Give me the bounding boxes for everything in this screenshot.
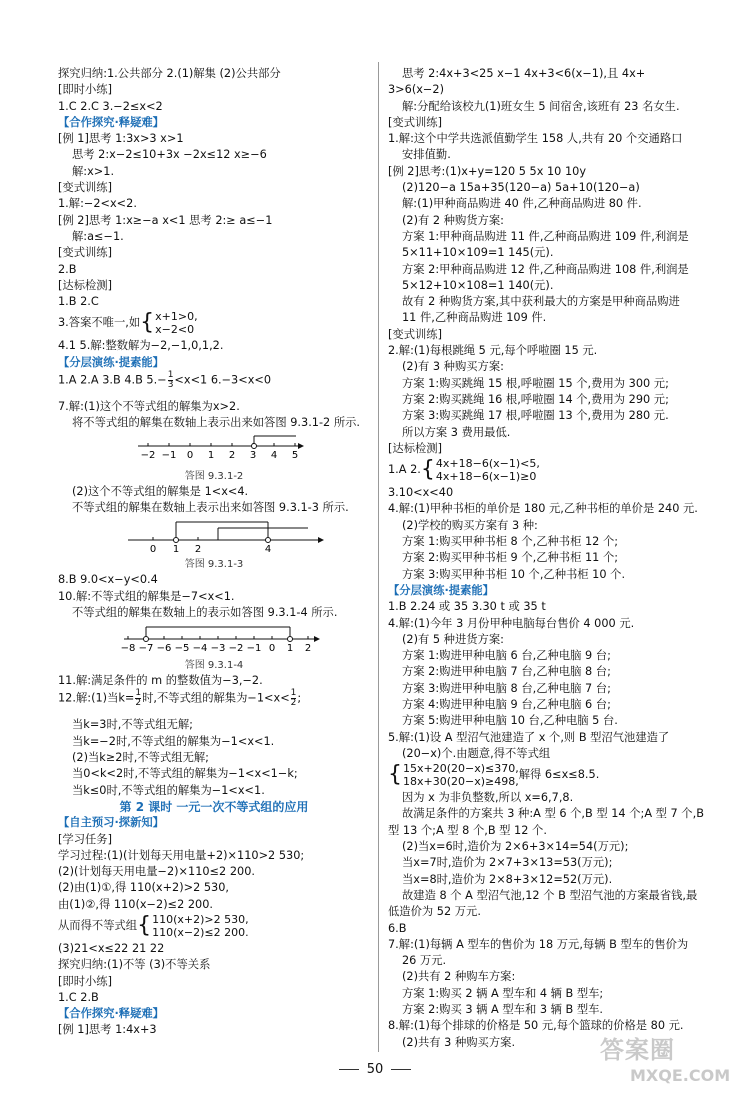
numerator: 1 [290,688,297,699]
inequality-system-line [388,457,708,485]
text-line: 安排值勤. [402,148,451,162]
text-line: 方案 4:购进甲种电脑 9 台,乙种电脑 6 台; [402,697,611,711]
tick-label: 0 [186,449,194,461]
tick-label: −1 [161,449,177,461]
watermark-logo: 答案圈 [600,1036,675,1064]
number-line-figure [58,621,370,659]
text-line: 学习过程:(1)(计划每天用电量+2)×110>2 530; [58,848,305,862]
text-line: 6.B [388,921,407,935]
text-line: (2)这个不等式组的解集是 1<x<4. [72,484,249,498]
stacked-equations [436,457,540,483]
tick-label: 1 [207,449,215,461]
text-line: 方案 2:购买 3 辆 A 型车和 3 辆 B 型车. [402,1003,604,1017]
section-heading: 【合作探究·释疑难】 [58,115,164,129]
tick-label: 2 [304,643,312,655]
number-line-3 [58,621,370,659]
brace-icon: { [420,457,435,483]
text-line: (2)有 3 种购买方案: [402,360,504,374]
text-line: 方案 1:购买跳绳 15 根,呼啦圈 15 个,费用为 300 元; [402,376,669,390]
text-line: 所以方案 3 费用最低. [402,425,511,439]
text-span: 解得 6≤x≤8.5. [518,768,600,782]
text-line: 方案 1:购买 2 辆 A 型车和 4 辆 B 型车; [402,986,604,1000]
text-line: 当x=7时,造价为 2×7+3×13=53(万元); [402,856,613,870]
text-line: 解:a≤−1. [72,229,124,243]
equation: 15x+20(20−x)≤370, [403,762,519,776]
text-line: [变式训练] [58,246,113,260]
text-span: <x<1 6.−3<x<0 [174,373,272,387]
equation: 4x+18−6(x−1)≥0 [435,470,537,484]
text-line: 当k=−2时,不等式组的解集为−1<x<1. [72,734,275,748]
text-line: 方案 1:甲种商品购进 11 件,乙种商品购进 109 件,利润是 [402,229,689,243]
text-line: [学习任务] [58,832,113,846]
text-line: 8.解:(1)每个排球的价格是 50 元,每个篮球的价格是 80 元. [388,1019,684,1033]
figure-caption: 答图 9.3.1-4 [184,660,244,672]
text-line: 方案 2:购买跳绳 16 根,呼啦圈 14 个,费用为 290 元; [402,392,669,406]
equation: 4x+18−6(x−1)<5, [435,457,540,471]
text-line: 方案 2:购进甲种电脑 7 台,乙种电脑 8 台; [402,665,611,679]
inequality-system-line [388,762,708,790]
text-line: [例 2]思考 1:x≥−a x<1 思考 2:≥ a≤−1 [58,213,273,227]
text-line: 故满足条件的方案共 3 种:A 型 6 个,B 型 14 个;A 型 7 个,B [402,807,704,821]
text-line: [变式训练] [388,327,443,341]
text-line: 解:(1)甲种商品购进 40 件,乙种商品购进 80 件. [402,197,642,211]
tick-label: −6 [156,643,172,655]
denominator: 3 [167,380,174,391]
text-line: 当k=3时,不等式组无解; [72,718,193,732]
text-span: 12.解:(1)当k= [58,691,135,705]
text-line: (2)共有 3 种购买方案. [402,1035,516,1049]
fraction [291,689,297,708]
text-span: 时,不等式组的解集为−1<x< [142,691,290,705]
text-line: 方案 2:购买甲种书柜 9 个,乙种书柜 11 个; [402,551,619,565]
denominator: 2 [135,698,142,709]
figure-caption: 答图 9.3.1-2 [184,470,244,482]
text-line: 4.解:(1)今年 3 月份甲种电脑每台售价 4 000 元. [388,616,635,630]
text-line: 1.解:−2<x<2. [58,197,137,211]
text-line: 因为 x 为非负整数,所以 x=6,7,8. [402,791,574,805]
text-line: 思考 2:4x+3<25 x−1 4x+3<6(x−1),且 4x+ [402,67,646,80]
tick-label: 0 [149,544,157,556]
text-line: 方案 3:购进甲种电脑 8 台,乙种电脑 7 台; [402,681,611,695]
text-line: (2)当x=6时,造价为 2×6+3×14=54(万元); [402,840,629,854]
text-line: (2)120−a 15a+35(120−a) 5a+10(120−a) [402,181,640,195]
fraction [135,689,141,708]
text-span: 1.A 2. [388,463,421,477]
dash-icon [391,1069,411,1070]
text-line: 4.1 5.解:整数解为−2,−1,0,1,2. [58,339,224,353]
tick-label: −2 [140,449,156,461]
text-line: 5.解:(1)设 A 型沼气池建造了 x 个,则 B 型沼气池建造了 [388,730,670,744]
fraction [168,371,174,390]
text-line: [即时小练] [58,83,113,97]
text-span: 3.答案不唯一,如 [58,316,141,330]
text-line: 1.B 2.24 或 35 3.30 t 或 35 t [388,600,546,614]
text-line: 5×11+10×109=1 145(元). [402,246,554,260]
text-line: 26 万元. [402,954,447,968]
text-line: 10.解:不等式组的解集是−7<x<1. [58,589,235,603]
column-divider [378,62,379,1052]
brace-icon: { [140,310,155,336]
number-line-figure [58,432,370,470]
numerator: 1 [167,370,174,381]
tick-label: −5 [174,643,190,655]
text-line: [即时小练] [58,974,113,988]
text-line: [例 1]思考 1:4x+3 [58,1023,157,1037]
number-line-2 [58,516,370,558]
text-line: 方案 3:购买跳绳 17 根,呼啦圈 13 个,费用为 280 元. [402,409,669,423]
text-line: (3)21<x≤22 21 22 [58,941,165,955]
text-line: 型 13 个;A 型 8 个,B 型 12 个. [388,823,547,837]
text-line: (2)有 2 种购货方案: [402,213,504,227]
text-line: 3>6(x−2) [388,83,444,97]
stacked-equations [155,310,197,336]
text-line: [变式训练] [58,181,113,195]
text-line: 故建造 8 个 A 型沼气池,12 个 B 型沼气池的方案最省钱,最 [402,888,698,902]
text-line: [变式训练] [388,115,443,129]
text-line: 方案 1:购买甲种书柜 8 个,乙种书柜 12 个; [402,535,619,549]
text-line: (2)有 5 种进货方案: [402,632,504,646]
stacked-equations [152,913,249,939]
tick-label: −2 [228,643,244,655]
text-line: 当0<k<2时,不等式组的解集为−1<x<1−k; [72,767,298,781]
tick-label: 2 [194,544,202,556]
tick-label: −3 [210,643,226,655]
text-span: 1.A 2.A 3.B 4.B 5.− [58,373,167,387]
text-line: [达标检测] [58,278,113,292]
text-line: (2)(计划每天用电量−2)×110≤2 200. [58,865,255,879]
tick-label: −8 [120,643,136,655]
text-line: [达标检测] [388,441,443,455]
brace-icon: { [388,762,402,788]
text-line: 4.解:(1)甲种书柜的单价是 180 元,乙种书柜的单价是 240 元. [388,502,698,516]
right-column [388,66,708,1051]
text-line: [例 1]思考 1:3x>3 x>1 [58,132,184,146]
section-heading: 【分层演练·提素能】 [388,583,494,597]
denominator: 2 [290,698,297,709]
text-line: 不等式组的解集在数轴上表示出来如答图 9.3.1-3 所示. [72,500,349,514]
text-line: 探究归纳:(1)不等 (3)不等关系 [58,958,211,972]
text-line: 当x=8时,造价为 2×8+3×12=52(万元). [402,872,613,886]
text-line: 11 件,乙种商品购进 109 件. [402,311,547,325]
section-heading: 【自主预习·探新知】 [58,816,164,830]
number-line-1 [58,432,370,470]
lesson-title: 第 2 课时 一元一次不等式组的应用 [119,799,309,814]
section-heading: 【合作探究·释疑难】 [58,1007,164,1021]
text-span: 从而得不等式组 [58,918,138,932]
text-line: (2)当k≥2时,不等式组无解; [72,751,209,765]
page-number-text: 50 [366,1062,384,1077]
text-line: 12.解:(1)当k= $\frac{1}{2}$ 时,不等式组的解集为−1<x< $\frac{1}{2}$ ; [58,688,302,709]
tick-label: −1 [246,643,262,655]
stacked-equations [403,762,519,788]
number-line-figure [58,516,370,558]
text-line: (2)由(1)①,得 110(x+2)>2 530, [58,881,230,895]
text-line: 解:x>1. [72,164,115,178]
text-line: 思考 2:x−2≤10+3x −2x≤12 x≥−6 [72,148,267,162]
text-line: (2)学校的购买方案有 3 种: [402,518,538,532]
dash-icon [339,1069,359,1070]
tick-label: 5 [291,449,299,461]
brace-icon: { [137,912,152,938]
tick-label: 0 [268,643,276,655]
text-line: 1.B 2.C [58,295,99,309]
text-line: 1.C 2.B [58,990,99,1004]
text-line: 2.B [58,262,77,276]
text-line: 探究归纳:1.公共部分 2.(1)解集 (2)公共部分 [58,67,281,80]
text-line: [例 2]思考:(1)x+y=120 5 5x 10 10y [388,164,587,178]
text-line: 由(1)②,得 110(x−2)≤2 200. [58,897,214,911]
text-line: 不等式组的解集在数轴上的表示如答图 9.3.1-4 所示. [72,605,338,619]
text-line [58,371,370,399]
text-line: 1.解:这个中学共选派值勤学生 158 人,共有 20 个交通路口 [388,132,683,146]
text-line: (2)共有 2 种购车方案: [402,970,516,984]
tick-label: −4 [192,643,208,655]
text-line: 故有 2 种购货方案,其中获利最大的方案是甲种商品购进 [402,295,680,309]
equation: x−2<0 [155,323,195,337]
inequality-system-line [58,913,370,941]
text-line: 方案 3:购买甲种书柜 10 个,乙种书柜 10 个. [402,567,626,581]
text-line: 7.解:(1)每辆 A 型车的售价为 18 万元,每辆 B 型车的售价为 [388,937,689,951]
equation: 110(x−2)≤2 200. [152,925,249,939]
text-line: (20−x)个.由题意,得不等式组 [402,746,551,760]
equation: x+1>0, [155,310,198,324]
text-line: 低造价为 52 万元. [388,905,481,919]
text-line: 5×12+10×108=1 140(元). [402,278,554,292]
text-line: 解:分配给该校九(1)班女生 5 间宿舍,该班有 23 名女生. [402,99,680,113]
equation: 110(x+2)>2 530, [152,912,249,926]
figure-caption: 答图 9.3.1-3 [184,559,244,571]
left-column [58,66,370,1039]
tick-label: 4 [264,544,272,556]
text-line: 方案 2:甲种商品购进 12 件,乙种商品购进 108 件,利润是 [402,262,689,276]
numerator: 1 [135,688,142,699]
tick-label: 4 [270,449,278,461]
text-line: 2.解:(1)每根跳绳 5 元,每个呼啦圈 15 元. [388,344,598,358]
tick-label: 3 [249,449,257,461]
tick-label: 1 [286,643,294,655]
text-line: 1.C 2.C 3.−2≤x<2 [58,99,163,113]
section-heading: 【分层演练·提素能】 [58,355,164,369]
tick-label: −7 [138,643,154,655]
inequality-system-line [58,310,370,338]
text-line: 方案 5:购进甲种电脑 10 台,乙种电脑 5 台. [402,714,618,728]
watermark-url: MXQE.COM [630,1066,731,1085]
text-line: 方案 1:购进甲种电脑 6 台,乙种电脑 9 台; [402,649,611,663]
tick-label: 1 [172,544,180,556]
text-line: 当k≤0时,不等式组的解集为−1<x<1. [72,783,265,797]
tick-label: 2 [228,449,236,461]
text-line: 3.10<x<40 [388,486,454,500]
equation: 18x+30(20−x)≥498, [403,775,519,789]
text-line: 7.解:(1)这个不等式组的解集为x>2. [58,400,240,414]
text-line: 将不等式组的解集在数轴上表示出来如答图 9.3.1-2 所示. [72,416,361,430]
text-line: 11.解:满足条件的 m 的整数值为−3,−2. [58,674,263,688]
text-line: 8.B 9.0<x−y<0.4 [58,573,158,587]
